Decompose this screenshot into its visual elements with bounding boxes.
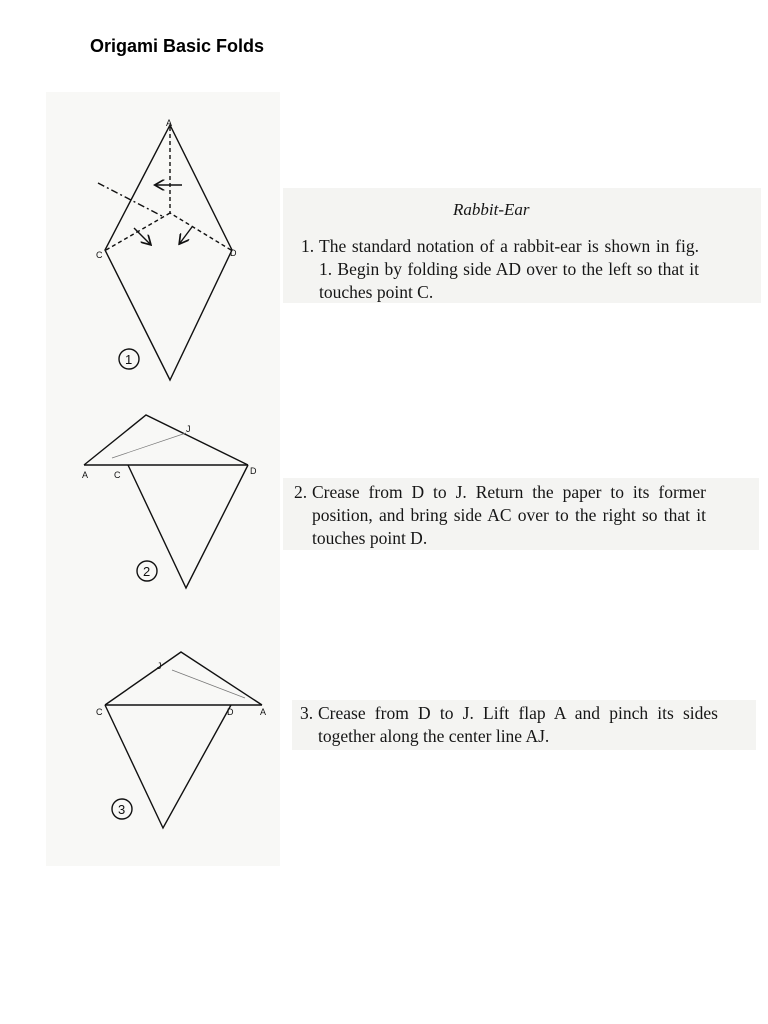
figure-3-number: 3 [118, 802, 126, 817]
step-2-panel [283, 478, 759, 550]
figure-3-label-d: D [227, 707, 234, 717]
figure-3-flap [105, 652, 262, 705]
figure-3-label-j: J [157, 661, 162, 671]
figure-1-number: 1 [125, 352, 133, 367]
figure-2-label-j: J [186, 424, 191, 434]
figure-1-arrow-down-left [134, 228, 150, 244]
figure-1-outline [105, 125, 232, 380]
step-3-panel [292, 700, 756, 750]
figure-2-crease-dj [112, 433, 186, 458]
figure-3-label-c: C [96, 707, 103, 717]
figure-2-label-a: A [82, 470, 89, 480]
figure-2-diagram [84, 415, 248, 588]
step-1-number: 1. [301, 236, 315, 256]
figure-3-diagram [105, 652, 262, 828]
step-2-text: Crease from D to J. Return the paper to its former position, and bring side AC over to the right so that it touches point D. [312, 482, 706, 548]
page-title: Origami Basic Folds [90, 36, 265, 56]
step-3 [300, 702, 718, 748]
step-1 [301, 235, 699, 304]
step-2 [294, 481, 706, 550]
step-3-number: 3. [300, 703, 314, 723]
step-2-number: 2. [294, 482, 308, 502]
step-1-panel [283, 188, 761, 303]
figure-1-arrow-down-right [180, 227, 192, 243]
figure-1-right-crease [170, 213, 231, 250]
figure-2-label-c: C [114, 470, 121, 480]
step-3-text: Crease from D to J. Lift flap A and pinch its sides together along the center line AJ. [318, 703, 718, 746]
figure-1-label-c: C [96, 250, 103, 260]
figure-1-label-d: D [230, 248, 237, 258]
figure-1-label-a: A [166, 118, 173, 128]
section-heading: Rabbit-Ear [453, 200, 530, 219]
step-1-text: The standard notation of a rabbit-ear is shown in fig. 1. Begin by folding side AD over to the left so that it touches point C. [319, 236, 699, 302]
figure-1-diagram [98, 125, 232, 380]
figure-1-valley-line [98, 183, 162, 216]
figure-3-label-a: A [260, 707, 267, 717]
figure-2-label-d: D [250, 466, 257, 476]
figure-3-crease-dj [172, 670, 245, 698]
figure-2-number: 2 [143, 564, 151, 579]
